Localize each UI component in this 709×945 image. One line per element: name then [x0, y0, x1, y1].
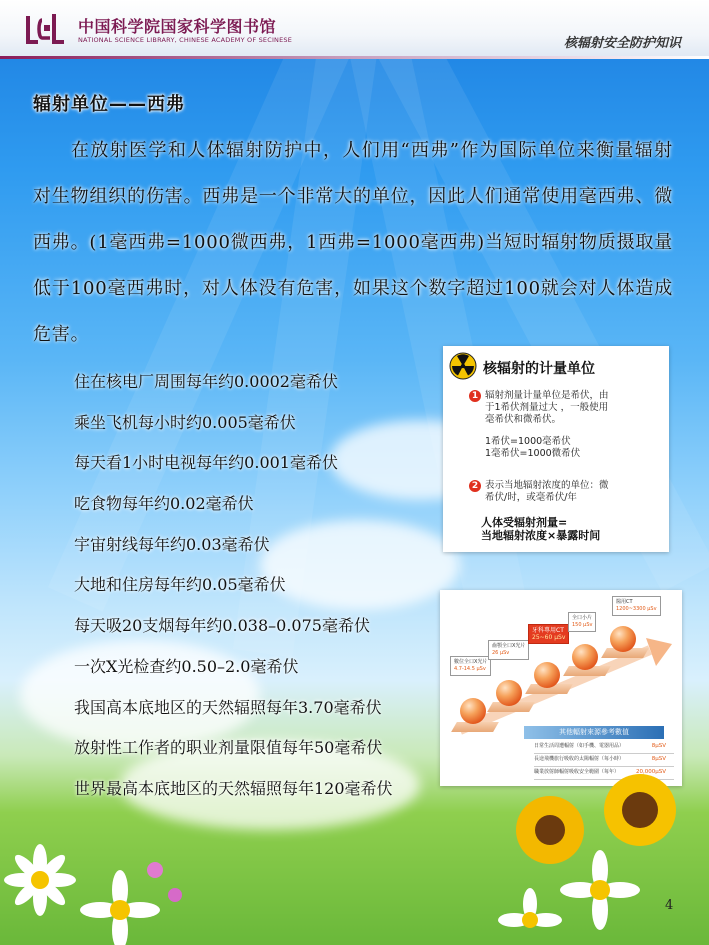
- point2-line: 表示当地辐射浓度的单位：微: [485, 480, 609, 491]
- step-ball: [496, 680, 522, 706]
- dose-item: 放射性工作者的职业剂量限值每年50毫希伏: [74, 738, 383, 758]
- reference-title: 其他輻射來源參考數值: [524, 726, 664, 739]
- step-ball: [610, 626, 636, 652]
- library-name-en: NATIONAL SCIENCE LIBRARY, CHINESE ACADEMY OF SECINESE: [78, 36, 293, 44]
- dose-item: 住在核电厂周围每年约0.0002毫希伏: [74, 372, 338, 391]
- intro-paragraph: 在放射医学和人体辐射防护中，人们用“西弗”作为国际单位来衡量辐射对生物组织的伤害。西弗是一个非常大的单位，因此人们通常使用毫西弗、微西弗。(1毫西弗=1000微西弗，1西弗=1000毫西弗)当短时辐射物质摄取量低于100毫西弗时，对人体没有危害，如果这个数字超过100就会对人体造成危害。: [33, 140, 673, 345]
- dose-item: 一次X光检查约0.50–2.0毫希伏: [74, 656, 299, 676]
- reference-row: 日常生活周遭輻射（如手機、電器用品） 8μSV: [534, 742, 674, 754]
- dose-list: [74, 362, 393, 810]
- section-title: 辐射单位——西弗: [33, 94, 185, 115]
- step-label: 牙科專用CT 25~60 μSv: [528, 624, 569, 644]
- dose-item: 吃食物每年约0.02毫希伏: [74, 494, 254, 514]
- step-ball: [572, 644, 598, 670]
- step-ball: [460, 698, 486, 724]
- dose-item: 乘坐飞机每小时约0.005毫希伏: [74, 412, 296, 432]
- reference-row: 長途飛機旅行吸收的太陽輻射（每小時） 8μSV: [534, 755, 674, 767]
- step-label: 醫用CT 1200~3300 μSv: [612, 596, 661, 616]
- step-ball: [534, 662, 560, 688]
- library-logo-icon: [24, 10, 68, 48]
- dose-formula: [481, 516, 600, 542]
- point-number-badge: 1: [469, 390, 481, 402]
- dose-item: 宇宙射线每年约0.03毫希伏: [74, 534, 270, 554]
- page-number: 4: [665, 898, 674, 913]
- step-label: 齒顎全口X光片 26 μSv: [488, 640, 529, 660]
- formula-line: 人体受辐射剂量=: [481, 516, 568, 529]
- step-label: 數位全口X光片 4.7-14.5 μSv: [450, 656, 491, 676]
- point1-line: 辐射剂量计量单位是希伏，由: [485, 390, 609, 401]
- reference-row: 職業放射師輻射吸收安全範圍（每年） 20,000μSV: [534, 768, 674, 780]
- booklet-title: 核辐射安全防护知识: [563, 36, 681, 51]
- units-card: [443, 346, 669, 552]
- daisy-flowers-icon: [0, 840, 200, 945]
- dose-item: 每天看1小时电视每年约0.001毫希伏: [74, 453, 338, 473]
- point2-line: 希伏/时，或毫希伏/年: [485, 492, 577, 503]
- library-name-cn: 中国科学院国家科学图书馆: [78, 17, 277, 36]
- point1-line: 毫希伏和微希伏。: [485, 414, 562, 425]
- dose-item: 世界最高本底地区的天然辐照每年120毫希伏: [74, 778, 393, 798]
- point1-line: 于1希伏剂量过大 ，一般使用: [485, 402, 609, 413]
- formula-line: 当地辐射浓度×暴露时间: [481, 529, 601, 542]
- sunflowers-icon: [490, 770, 709, 945]
- header-divider: [0, 56, 709, 59]
- dose-item: 大地和住房每年约0.05毫希伏: [74, 575, 286, 595]
- dose-item: 我国高本底地区的天然辐照每年3.70毫希伏: [74, 697, 382, 717]
- radiation-comparison-card: [440, 590, 682, 786]
- radiation-hazard-icon: [449, 352, 477, 380]
- point-number-badge: 2: [469, 480, 481, 492]
- units-card-title: 核辐射的计量单位: [483, 361, 595, 377]
- unit-equation: 1希伏=1000毫希伏: [485, 436, 571, 447]
- unit-equation: 1毫希伏=1000微希伏: [485, 448, 581, 459]
- dose-item: 每天吸20支烟每年约0.038–0.075毫希伏: [74, 616, 370, 636]
- step-label: 全口小片 150 μSv: [568, 612, 596, 632]
